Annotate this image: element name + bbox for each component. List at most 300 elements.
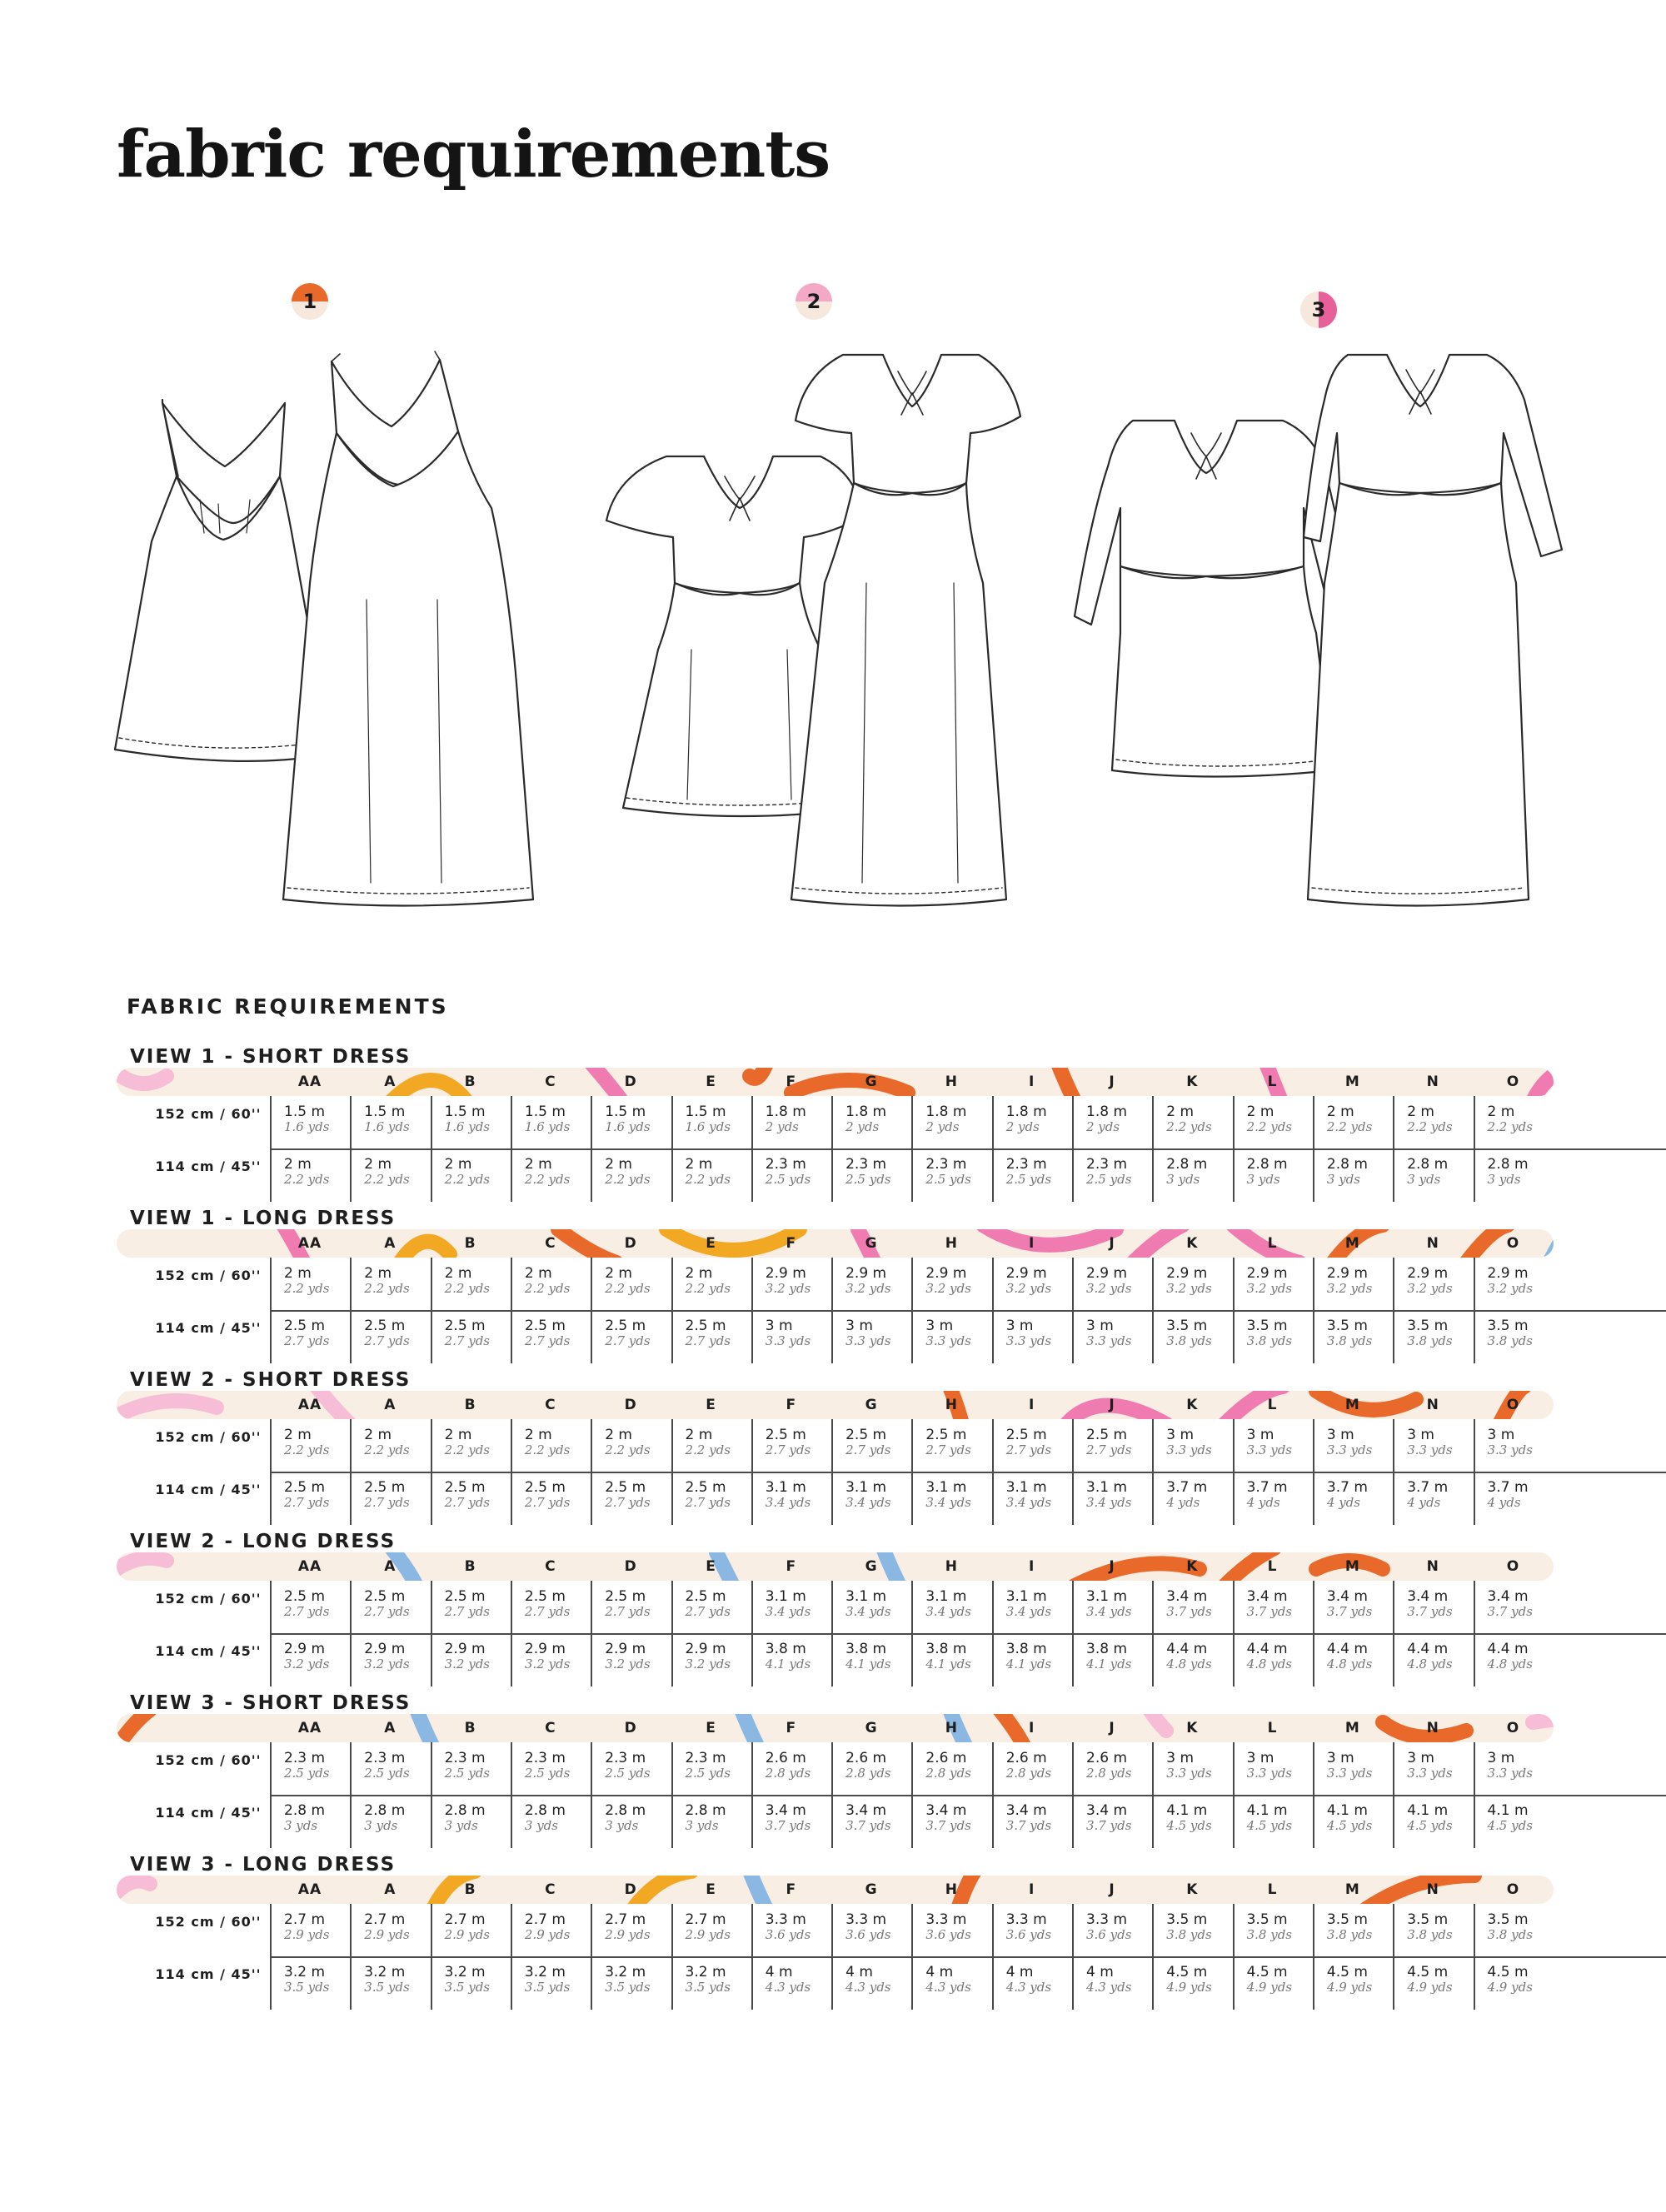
requirement-cell — [1153, 1480, 1233, 1510]
meters-value: 2.7 m — [685, 1911, 726, 1928]
meters-value: 3.5 m — [1407, 1318, 1449, 1334]
requirement-cell — [511, 1751, 591, 1781]
requirement-cell — [511, 1104, 591, 1134]
size-header-n: N — [1426, 1558, 1439, 1575]
yards-value: 3.8 yds — [1166, 1927, 1212, 1942]
size-header-l: L — [1267, 1074, 1278, 1090]
yards-value: 2.7 yds — [364, 1604, 410, 1619]
yards-value: 1.6 yds — [605, 1119, 651, 1134]
meters-value: 3.4 m — [845, 1802, 887, 1819]
yards-value: 3.2 yds — [524, 1657, 571, 1671]
requirement-cell — [511, 1266, 591, 1296]
size-header-m: M — [1344, 1235, 1360, 1252]
yards-value: 4.9 yds — [1326, 1980, 1373, 1995]
requirement-cell — [832, 1157, 912, 1187]
yards-value: 3.7 yds — [1166, 1604, 1212, 1619]
meters-value: 2 m — [605, 1156, 632, 1173]
meters-value: 2 m — [444, 1156, 472, 1173]
yards-value: 4.3 yds — [845, 1980, 891, 1995]
meters-value: 2 m — [1407, 1104, 1434, 1120]
meters-value: 2 m — [685, 1427, 713, 1443]
yards-value: 3.2 yds — [925, 1281, 971, 1296]
yards-value: 2.7 yds — [524, 1604, 571, 1619]
requirement-cell — [271, 1965, 351, 1995]
fabric-table-view-4 — [117, 1531, 1554, 1689]
requirement-cell — [431, 1427, 511, 1457]
meters-value: 2.7 m — [364, 1911, 406, 1928]
requirement-cell — [1073, 1427, 1153, 1457]
size-header-e: E — [706, 1397, 716, 1413]
size-header-l: L — [1267, 1235, 1278, 1252]
yards-value: 3.5 yds — [685, 1980, 731, 1995]
yards-value: 3 yds — [685, 1818, 719, 1833]
meters-value: 2 m — [444, 1265, 472, 1282]
requirement-cell — [511, 1589, 591, 1619]
size-header-o: O — [1506, 1558, 1520, 1575]
size-header-a: A — [384, 1235, 397, 1252]
meters-value: 3 m — [1246, 1750, 1274, 1766]
size-header-j: J — [1109, 1558, 1115, 1575]
requirement-cell — [351, 1157, 431, 1187]
size-header-f: F — [786, 1558, 797, 1575]
size-header-d: D — [624, 1235, 637, 1252]
requirement-cell — [271, 1318, 351, 1348]
yards-value: 2.7 yds — [605, 1333, 651, 1348]
meters-value: 2.9 m — [765, 1265, 806, 1282]
meters-value: 2 m — [284, 1427, 312, 1443]
requirement-cell — [1073, 1157, 1153, 1187]
requirement-cell — [1153, 1751, 1233, 1781]
yards-value: 2.7 yds — [605, 1604, 651, 1619]
requirement-cell — [271, 1427, 351, 1457]
requirement-cell — [1234, 1266, 1314, 1296]
yards-value: 4.1 yds — [1086, 1657, 1132, 1671]
requirement-cell — [1314, 1104, 1394, 1134]
meters-value: 2.3 m — [925, 1156, 967, 1173]
yards-value: 3.3 yds — [1487, 1442, 1533, 1457]
yards-value: 2 yds — [1086, 1119, 1120, 1134]
meters-value: 3.7 m — [1487, 1479, 1529, 1496]
yards-value: 2.2 yds — [605, 1172, 651, 1187]
yards-value: 3.3 yds — [1246, 1766, 1292, 1781]
meters-value: 2.9 m — [1005, 1265, 1047, 1282]
meters-value: 2.9 m — [284, 1641, 325, 1657]
row-divider — [272, 1310, 1666, 1312]
meters-value: 2.5 m — [284, 1588, 325, 1605]
meters-value: 4 m — [845, 1964, 873, 1980]
meters-value: 3.4 m — [765, 1802, 806, 1819]
yards-value: 4 yds — [1487, 1495, 1521, 1510]
requirement-cell — [1153, 1157, 1233, 1187]
requirement-cell — [912, 1803, 992, 1833]
requirement-cell — [1234, 1803, 1314, 1833]
meters-value: 2.9 m — [845, 1265, 887, 1282]
meters-value: 2.3 m — [364, 1750, 406, 1766]
fabric-width-label: 152 cm / 60'' — [155, 1591, 262, 1607]
requirement-cell — [271, 1266, 351, 1296]
requirement-cell — [672, 1480, 752, 1510]
yards-value: 2.7 yds — [524, 1495, 571, 1510]
meters-value: 3.2 m — [284, 1964, 325, 1980]
size-header-b: B — [464, 1558, 476, 1575]
view2-long-dress-drawing — [791, 355, 1020, 906]
meters-value: 3.2 m — [524, 1964, 566, 1980]
requirement-cell — [511, 1480, 591, 1510]
requirement-cell — [1314, 1803, 1394, 1833]
meters-value: 1.5 m — [605, 1104, 646, 1120]
row-divider — [272, 1472, 1666, 1473]
meters-value: 2 m — [1326, 1104, 1354, 1120]
meters-value: 2.5 m — [284, 1318, 325, 1334]
fabric-table-view-2 — [117, 1208, 1554, 1366]
yards-value: 3.4 yds — [1005, 1604, 1052, 1619]
yards-value: 3.7 yds — [845, 1818, 891, 1833]
requirement-cell — [271, 1642, 351, 1671]
requirement-cell — [591, 1157, 671, 1187]
meters-value: 3.8 m — [845, 1641, 887, 1657]
meters-value: 2.7 m — [284, 1911, 325, 1928]
size-header-c: C — [545, 1720, 556, 1736]
yards-value: 2.2 yds — [685, 1442, 731, 1457]
yards-value: 3.2 yds — [765, 1281, 811, 1296]
swoosh-shape — [117, 1401, 217, 1416]
yards-value: 3.7 yds — [1086, 1818, 1132, 1833]
requirement-cell — [993, 1965, 1073, 1995]
yards-value: 2.9 yds — [364, 1927, 410, 1942]
yards-value: 2.2 yds — [364, 1172, 410, 1187]
meters-value: 3.7 m — [1326, 1479, 1368, 1496]
yards-value: 3.4 yds — [925, 1604, 971, 1619]
yards-value: 2.7 yds — [284, 1604, 330, 1619]
meters-value: 4.5 m — [1487, 1964, 1529, 1980]
yards-value: 3.4 yds — [1086, 1495, 1132, 1510]
meters-value: 2.5 m — [605, 1588, 646, 1605]
yards-value: 2.7 yds — [1005, 1442, 1052, 1457]
meters-value: 2.5 m — [524, 1588, 566, 1605]
requirement-cell — [1234, 1589, 1314, 1619]
size-header-aa: AA — [297, 1720, 322, 1736]
size-header-k: K — [1186, 1397, 1199, 1413]
size-header-k: K — [1186, 1235, 1199, 1252]
requirement-cell — [1073, 1266, 1153, 1296]
requirement-cell — [431, 1104, 511, 1134]
meters-value: 2.3 m — [284, 1750, 325, 1766]
requirement-cell — [431, 1751, 511, 1781]
size-header-i: I — [1029, 1235, 1035, 1252]
requirement-cell — [993, 1104, 1073, 1134]
meters-value: 2 m — [1246, 1104, 1274, 1120]
yards-value: 4.8 yds — [1326, 1657, 1373, 1671]
requirement-cell — [591, 1965, 671, 1995]
requirement-cell — [1394, 1157, 1474, 1187]
yards-value: 2.8 yds — [925, 1766, 971, 1781]
size-header-h: H — [945, 1881, 958, 1898]
requirement-cell — [431, 1266, 511, 1296]
meters-value: 2.8 m — [1246, 1156, 1288, 1173]
meters-value: 1.8 m — [1086, 1104, 1127, 1120]
yards-value: 2.2 yds — [685, 1172, 731, 1187]
size-header-n: N — [1426, 1235, 1439, 1252]
yards-value: 4.1 yds — [1005, 1657, 1052, 1671]
requirement-cell — [271, 1157, 351, 1187]
yards-value: 3 yds — [524, 1818, 558, 1833]
yards-value: 3.3 yds — [1166, 1766, 1212, 1781]
size-header-j: J — [1109, 1720, 1115, 1736]
size-header-o: O — [1506, 1720, 1520, 1736]
meters-value: 2.5 m — [364, 1479, 406, 1496]
requirement-cell — [993, 1642, 1073, 1671]
yards-value: 2 yds — [1005, 1119, 1040, 1134]
yards-value: 4.9 yds — [1407, 1980, 1453, 1995]
yards-value: 2.5 yds — [524, 1766, 571, 1781]
yards-value: 2.2 yds — [524, 1281, 571, 1296]
yards-value: 3.3 yds — [765, 1333, 811, 1348]
meters-value: 2.6 m — [1086, 1750, 1127, 1766]
size-header-o: O — [1506, 1397, 1520, 1413]
requirement-cell — [672, 1965, 752, 1995]
yards-value: 2 yds — [765, 1119, 799, 1134]
meters-value: 4.5 m — [1166, 1964, 1208, 1980]
yards-value: 1.6 yds — [685, 1119, 731, 1134]
yards-value: 2.9 yds — [605, 1927, 651, 1942]
size-header-c: C — [545, 1235, 556, 1252]
yards-value: 4.1 yds — [765, 1657, 811, 1671]
requirement-cell — [912, 1642, 992, 1671]
meters-value: 3.5 m — [1326, 1318, 1368, 1334]
yards-value: 2.2 yds — [685, 1281, 731, 1296]
yards-value: 2.8 yds — [1005, 1766, 1052, 1781]
size-header-g: G — [865, 1881, 878, 1898]
yards-value: 3.2 yds — [605, 1657, 651, 1671]
meters-value: 3.7 m — [1407, 1479, 1449, 1496]
meters-value: 2.8 m — [364, 1802, 406, 1819]
requirement-cell — [672, 1318, 752, 1348]
meters-value: 2.5 m — [925, 1427, 967, 1443]
size-header-m: M — [1344, 1881, 1360, 1898]
meters-value: 2.8 m — [1326, 1156, 1368, 1173]
meters-value: 2.6 m — [845, 1750, 887, 1766]
meters-value: 2.8 m — [605, 1802, 646, 1819]
yards-value: 2.7 yds — [444, 1333, 490, 1348]
yards-value: 4.8 yds — [1166, 1657, 1212, 1671]
meters-value: 3.1 m — [845, 1479, 887, 1496]
yards-value: 3.6 yds — [1005, 1927, 1052, 1942]
requirement-cell — [1073, 1104, 1153, 1134]
yards-value: 3.4 yds — [1005, 1495, 1052, 1510]
fabric-width-label: 152 cm / 60'' — [155, 1752, 262, 1768]
meters-value: 2.6 m — [1005, 1750, 1047, 1766]
yards-value: 4.8 yds — [1246, 1657, 1292, 1671]
meters-value: 1.5 m — [524, 1104, 566, 1120]
meters-value: 3.3 m — [925, 1911, 967, 1928]
requirement-cell — [1474, 1589, 1554, 1619]
meters-value: 2.8 m — [1407, 1156, 1449, 1173]
meters-value: 3.4 m — [1487, 1588, 1529, 1605]
requirement-cell — [1073, 1480, 1153, 1510]
requirement-cell — [672, 1803, 752, 1833]
fabric-width-label: 114 cm / 45'' — [155, 1482, 262, 1497]
requirement-cell — [832, 1318, 912, 1348]
yards-value: 3.5 yds — [605, 1980, 651, 1995]
meters-value: 3.1 m — [1086, 1479, 1127, 1496]
size-header-h: H — [945, 1397, 958, 1413]
requirement-cell — [1234, 1318, 1314, 1348]
requirement-cell — [351, 1751, 431, 1781]
requirement-cell — [993, 1157, 1073, 1187]
size-header-m: M — [1344, 1558, 1360, 1575]
meters-value: 2.8 m — [444, 1802, 486, 1819]
requirement-cell — [431, 1589, 511, 1619]
meters-value: 4.4 m — [1487, 1641, 1529, 1657]
yards-value: 2.7 yds — [444, 1604, 490, 1619]
size-header-g: G — [865, 1397, 878, 1413]
requirement-cell — [993, 1803, 1073, 1833]
yards-value: 1.6 yds — [444, 1119, 490, 1134]
meters-value: 3.4 m — [1326, 1588, 1368, 1605]
yards-value: 2.2 yds — [1246, 1119, 1292, 1134]
meters-value: 4 m — [925, 1964, 954, 1980]
requirement-cell — [591, 1104, 671, 1134]
meters-value: 1.5 m — [364, 1104, 406, 1120]
requirement-cell — [1234, 1427, 1314, 1457]
yards-value: 3 yds — [1166, 1172, 1200, 1187]
size-header-aa: AA — [297, 1235, 322, 1252]
yards-value: 3.6 yds — [845, 1927, 891, 1942]
meters-value: 2 m — [364, 1427, 392, 1443]
size-header-a: A — [384, 1074, 397, 1090]
yards-value: 3.7 yds — [1487, 1604, 1533, 1619]
yards-value: 2.7 yds — [925, 1442, 971, 1457]
requirement-cell — [912, 1965, 992, 1995]
size-header-c: C — [545, 1881, 556, 1898]
size-header-d: D — [624, 1720, 637, 1736]
requirement-cell — [1314, 1427, 1394, 1457]
requirement-cell — [752, 1965, 832, 1995]
meters-value: 2.5 m — [444, 1588, 486, 1605]
requirement-cell — [1073, 1803, 1153, 1833]
yards-value: 4.9 yds — [1166, 1980, 1212, 1995]
requirement-cell — [591, 1912, 671, 1942]
yards-value: 1.6 yds — [364, 1119, 410, 1134]
requirement-cell — [351, 1318, 431, 1348]
yards-value: 2.2 yds — [1407, 1119, 1453, 1134]
meters-value: 3 m — [1086, 1318, 1114, 1334]
requirement-cell — [351, 1642, 431, 1671]
size-header-f: F — [786, 1397, 797, 1413]
size-header-l: L — [1267, 1397, 1278, 1413]
meters-value: 2.3 m — [1086, 1156, 1127, 1173]
meters-value: 2 m — [364, 1156, 392, 1173]
requirement-cell — [1153, 1427, 1233, 1457]
size-header-f: F — [786, 1720, 797, 1736]
yards-value: 2.7 yds — [685, 1495, 731, 1510]
size-header-o: O — [1506, 1235, 1520, 1252]
requirement-cell — [752, 1803, 832, 1833]
view-badge-3 — [1300, 291, 1337, 328]
requirement-cell — [993, 1751, 1073, 1781]
meters-value: 2.3 m — [444, 1750, 486, 1766]
requirement-cell — [351, 1480, 431, 1510]
view-badge-2 — [796, 283, 832, 320]
yards-value: 2.2 yds — [284, 1442, 330, 1457]
meters-value: 2 m — [284, 1156, 312, 1173]
size-header-h: H — [945, 1558, 958, 1575]
meters-value: 2.9 m — [1407, 1265, 1449, 1282]
meters-value: 2.3 m — [765, 1156, 806, 1173]
requirement-cell — [351, 1266, 431, 1296]
yards-value: 3.4 yds — [765, 1495, 811, 1510]
yards-value: 3.3 yds — [1407, 1766, 1453, 1781]
fabric-table-view-5 — [117, 1692, 1554, 1851]
meters-value: 4 m — [1005, 1964, 1034, 1980]
size-header-o: O — [1506, 1881, 1520, 1898]
yards-value: 2.7 yds — [685, 1333, 731, 1348]
size-header-k: K — [1186, 1881, 1199, 1898]
requirement-cell — [271, 1480, 351, 1510]
requirement-cell — [1073, 1912, 1153, 1942]
yards-value: 2.2 yds — [605, 1281, 651, 1296]
requirement-cell — [912, 1266, 992, 1296]
fabric-table-view-3 — [117, 1369, 1554, 1527]
view-badge-label: 1 — [302, 290, 317, 313]
requirement-cell — [993, 1480, 1073, 1510]
requirement-cell — [591, 1427, 671, 1457]
size-header-k: K — [1186, 1074, 1199, 1090]
yards-value: 3 yds — [1326, 1172, 1360, 1187]
yards-value: 3.3 yds — [1246, 1442, 1292, 1457]
yards-value: 3.2 yds — [364, 1657, 410, 1671]
yards-value: 2.2 yds — [444, 1442, 490, 1457]
size-header-c: C — [545, 1558, 556, 1575]
meters-value: 2 m — [605, 1427, 632, 1443]
requirement-cell — [1394, 1589, 1474, 1619]
meters-value: 4.4 m — [1246, 1641, 1288, 1657]
meters-value: 1.8 m — [925, 1104, 967, 1120]
meters-value: 2 m — [444, 1427, 472, 1443]
yards-value: 4.5 yds — [1407, 1818, 1453, 1833]
meters-value: 1.8 m — [1005, 1104, 1047, 1120]
size-header-k: K — [1186, 1720, 1199, 1736]
meters-value: 3 m — [925, 1318, 954, 1334]
requirement-cell — [1474, 1318, 1554, 1348]
yards-value: 3.7 yds — [1326, 1604, 1373, 1619]
requirement-cell — [1394, 1266, 1474, 1296]
yards-value: 2.2 yds — [284, 1281, 330, 1296]
meters-value: 3.2 m — [364, 1964, 406, 1980]
yards-value: 2.5 yds — [925, 1172, 971, 1187]
requirement-cell — [351, 1589, 431, 1619]
meters-value: 2.8 m — [284, 1802, 325, 1819]
requirement-cell — [1153, 1642, 1233, 1671]
meters-value: 4.1 m — [1407, 1802, 1449, 1819]
requirement-cell — [1073, 1751, 1153, 1781]
size-header-a: A — [384, 1720, 397, 1736]
meters-value: 3.1 m — [765, 1588, 806, 1605]
requirement-cell — [1314, 1642, 1394, 1671]
yards-value: 3.5 yds — [444, 1980, 490, 1995]
fabric-width-label: 114 cm / 45'' — [155, 1805, 262, 1821]
meters-value: 4.5 m — [1407, 1964, 1449, 1980]
requirement-cell — [1234, 1965, 1314, 1995]
yards-value: 1.6 yds — [284, 1119, 330, 1134]
size-header-aa: AA — [297, 1881, 322, 1898]
yards-value: 3.2 yds — [1487, 1281, 1533, 1296]
swoosh-shape — [117, 1073, 167, 1084]
yards-value: 3.3 yds — [1326, 1442, 1373, 1457]
size-header-n: N — [1426, 1881, 1439, 1898]
requirement-cell — [672, 1427, 752, 1457]
yards-value: 2.2 yds — [524, 1442, 571, 1457]
